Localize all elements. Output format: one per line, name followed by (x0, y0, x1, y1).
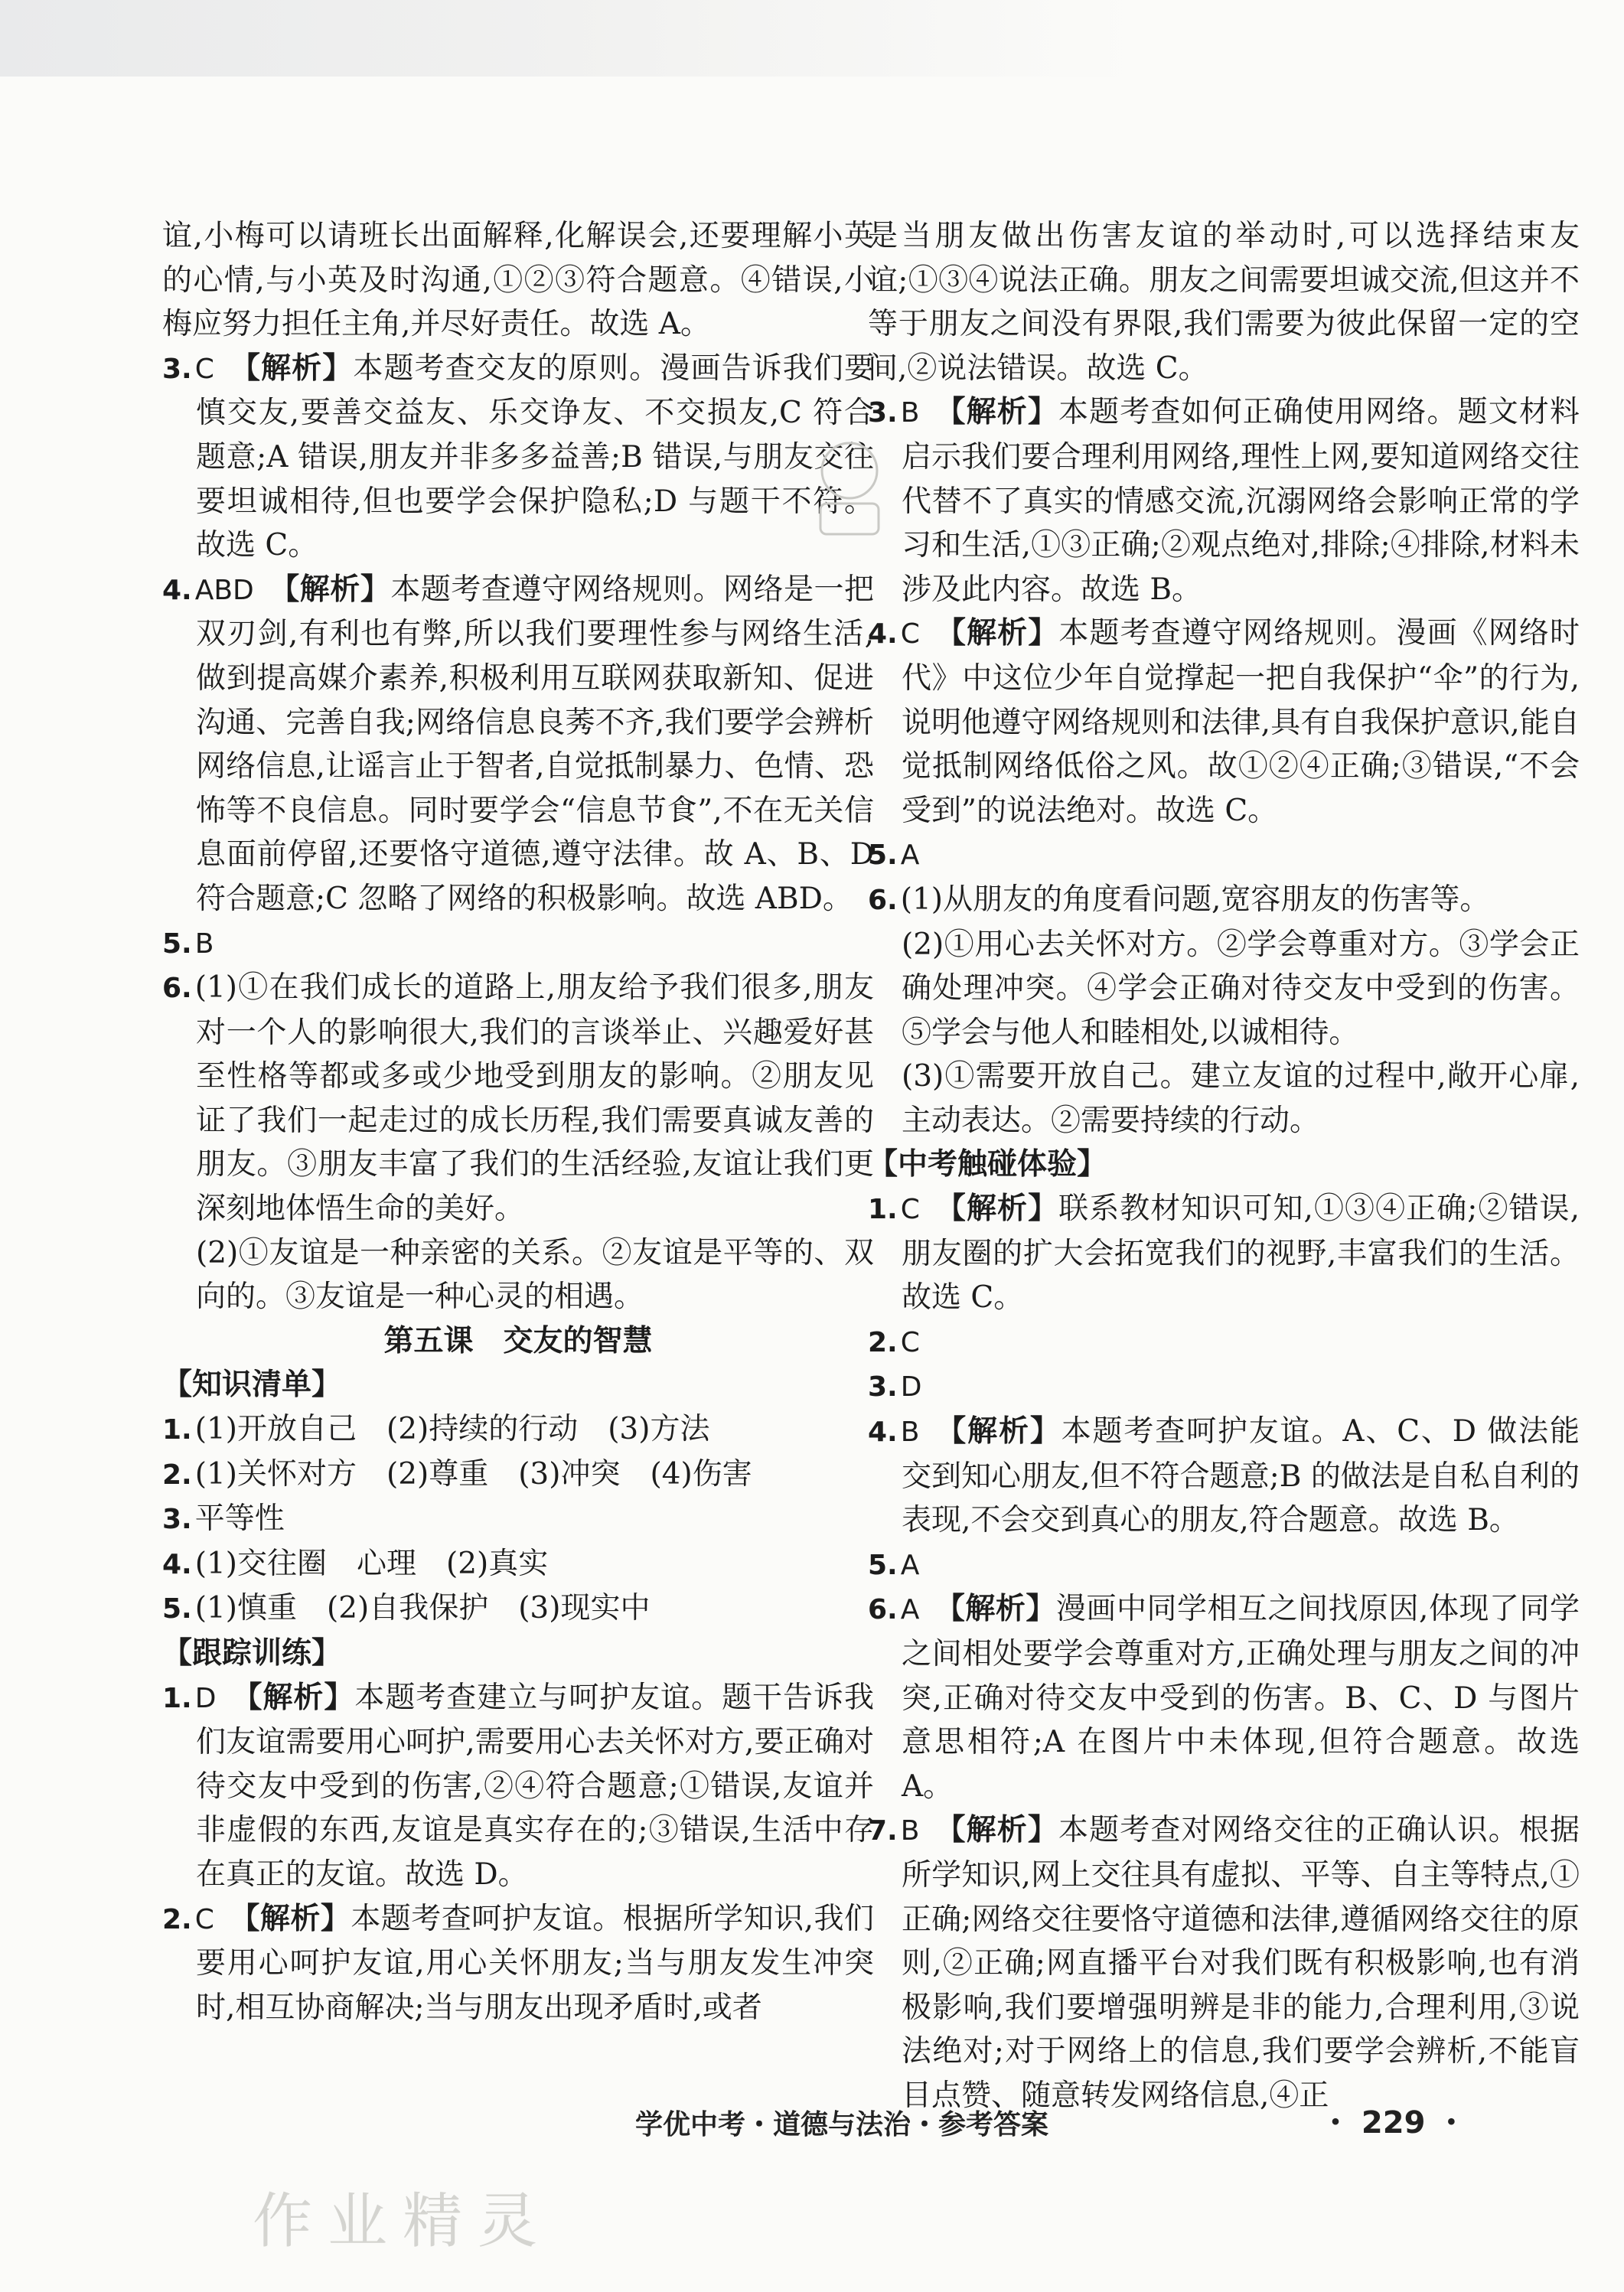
exam-question-3: 3. D (868, 1371, 922, 1404)
exam-question-7: 7. B 【解析】本题考查对网络交往的正确认识。根据所学知识,网上交往具有虚拟、平等、自主等特点,①正确;网络交往要恪守道德和法律,遵循网络交往的原则,②正确;网直播平台对我们既有积极影响,也有消极影响,我们要增强明辨是非的能力,合理利用,③说法绝对;对于网络上的信息,我们要学会辨析,不能盲目点赞、随意转发网络信息,④正 (868, 1813, 1580, 2113)
question-5: 5. B (162, 928, 214, 960)
question-3: 3. C 【解析】本题考查交友的原则。漫画告诉我们要慎交友,要善交益友、乐交诤友、不交损友,C 符合题意;A 错误,朋友并非多多益善;B 错误,与朋友交往要坦诚相待,但也要学会保护隐私;D 与题干不符。故选 C。 (162, 350, 874, 563)
continued-paragraph: 谊,小梅可以请班长出面解释,化解误会,还要理解小英的心情,与小英及时沟通,①②③符合题意。④错误,小梅应努力担任主角,并尽好责任。故选 A。 (162, 219, 874, 342)
knowledge-item-5: 5. (1)慎重 (2)自我保护 (3)现实中 (162, 1591, 651, 1626)
question-6: 6. (1)①在我们成长的道路上,朋友给予我们很多,朋友对一个人的影响很大,我们的言谈举止、兴趣爱好甚至性格等都或多或少地受到朋友的影响。②朋友见证了我们一起走过的成长历程,我们需要真诚友善的朋友。③朋友丰富了我们的生活经验,友谊让我们更深刻地体悟生命的美好。 (162, 970, 874, 1227)
watermark-text: 作业精灵 (253, 2187, 553, 2256)
question-6: 6. (1)从朋友的角度看问题,宽容朋友的伤害等。 (868, 882, 1490, 917)
question-6-part-2: (2)①友谊是一种亲密的关系。②友谊是平等的、双向的。③友谊是一种心灵的相遇。 (196, 1235, 874, 1315)
knowledge-item-3: 3. 平等性 (162, 1501, 285, 1537)
practice-question-2: 2. C 【解析】本题考查呵护友谊。根据所学知识,我们要用心呵护友谊,用心关怀朋友;当与朋友发生冲突时,相互协商解决;当与朋友出现矛盾时,或者 (162, 1901, 874, 2025)
question-6-part-2: (2)①用心去关怀对方。②学会尊重对方。③学会正确处理冲突。④学会正确对待交友中受到的伤害。⑤学会与他人和睦相处,以诚相待。 (902, 927, 1580, 1050)
practice-question-1: 1. D 【解析】本题考查建立与呵护友谊。题干告诉我们友谊需要用心呵护,需要用心去关怀对方,要正确对待交友中受到的伤害,②④符合题意;①错误,友谊并非虚假的东西,友谊是真实存在的;③错误,生活中存在真正的友谊。故选 D。 (162, 1680, 874, 1892)
right-column (868, 214, 1580, 2118)
question-4: 4. C 【解析】本题考查遵守网络规则。漫画《网络时代》中这位少年自觉撑起一把自我保护“伞”的行为,说明他遵守网络规则和法律,具有自我保护意识,能自觉抵制网络低俗之风。故①②④正确;③错误,“不会受到”的说法绝对。故选 C。 (868, 616, 1580, 828)
knowledge-item-2: 2. (1)关怀对方 (2)尊重 (3)冲突 (4)伤害 (162, 1456, 752, 1492)
page-footer-title: 学优中考・道德与法治・参考答案 (635, 2109, 1049, 2140)
continued-paragraph: 是当朋友做出伤害友谊的举动时,可以选择结束友谊;①③④说法正确。朋友之间需要坦诚交流,但这并不等于朋友之间没有界限,我们需要为彼此保留一定的空间,②说法错误。故选 C。 (868, 219, 1580, 386)
question-5: 5. A (868, 840, 920, 872)
left-column (162, 214, 874, 2030)
section-heading-knowledge-list: 【知识清单】 (162, 1368, 342, 1403)
page-number: ・ 229 ・ (1320, 2105, 1467, 2140)
section-heading-exam-experience: 【中考触碰体验】 (868, 1147, 1107, 1182)
exam-question-2: 2. C (868, 1326, 920, 1358)
knowledge-item-1: 1. (1)开放自己 (2)持续的行动 (3)方法 (162, 1412, 710, 1447)
section-heading-tracking-practice: 【跟踪训练】 (162, 1636, 342, 1671)
knowledge-item-4: 4. (1)交往圈 心理 (2)真实 (162, 1546, 549, 1581)
exam-question-4: 4. B 【解析】本题考查呵护友谊。A、C、D 做法能交到知心朋友,但不符合题意;B 的做法是自私自利的表现,不会交到真心的朋友,符合题意。故选 B。 (868, 1414, 1580, 1538)
exam-question-5: 5. A (868, 1549, 920, 1581)
exam-question-1: 1. C 【解析】联系教材知识可知,①③④正确;②错误,朋友圈的扩大会拓宽我们的视野,丰富我们的生活。故选 C。 (868, 1192, 1580, 1316)
watermark-stamp-icon (811, 436, 888, 551)
exam-question-6: 6. A 【解析】漫画中同学相互之间找原因,体现了同学之间相处要学会尊重对方,正确处理与朋友之间的冲突,正确对待交友中受到的伤害。B、C、D 与图片意思相符;A 在图片中未体现,但符合题意。故选 A。 (868, 1592, 1580, 1804)
question-6-part-3: (3)①需要开放自己。建立友谊的过程中,敞开心扉,主动表达。②需要持续的行动。 (902, 1059, 1580, 1138)
top-scan-band (0, 0, 1624, 77)
lesson-title: 第五课 交友的智慧 (383, 1323, 653, 1358)
question-4: 4. ABD 【解析】本题考查遵守网络规则。网络是一把双刃剑,有利也有弊,所以我们要理性参与网络生活,做到提高媒介素养,积极利用互联网获取新知、促进沟通、完善自我;网络信息良莠不齐,我们要学会辨析网络信息,让谣言止于智者,自觉抵制暴力、色情、恐怖等不良信息。同时要学会“信息节食”,不在无关信息面前停留,还要恪守道德,遵守法律。故 A、B、D 符合题意;C 忽略了网络的积极影响。故选 ABD。 (162, 572, 874, 916)
question-3: 3. B 【解析】本题考查如何正确使用网络。题文材料启示我们要合理利用网络,理性上网,要知道网络交往代替不了真实的情感交流,沉溺网络会影响正常的学习和生活,①③正确;②观点绝对,排除;④排除,材料未涉及此内容。故选 B。 (868, 395, 1580, 607)
